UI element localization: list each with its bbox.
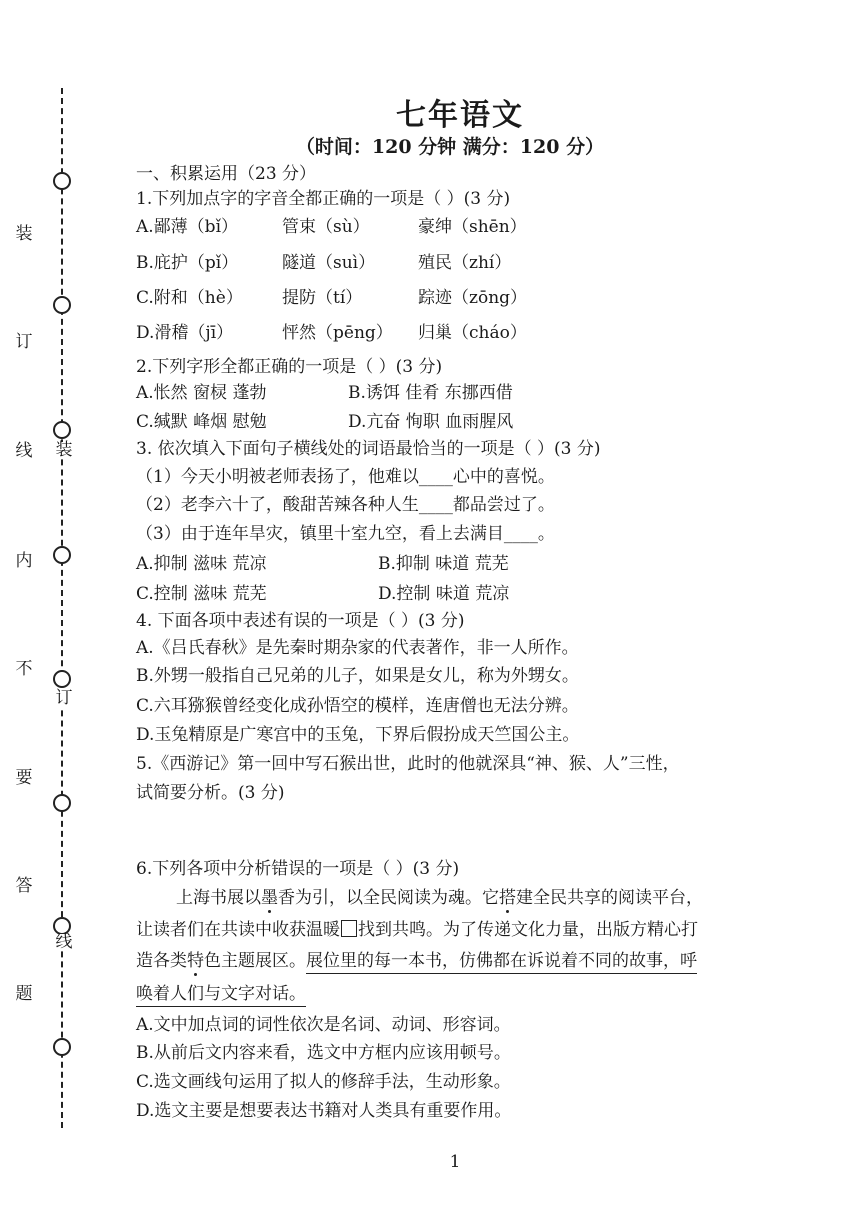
margin-char: 题 <box>15 984 33 1004</box>
q6-passage-line-2 <box>136 919 698 941</box>
q6-option-a: A.文中加点词的词性依次是名词、动词、形容词。 <box>136 1015 511 1035</box>
passage-text: 建全民共享的阅读平台， <box>516 888 703 908</box>
page-number: 1 <box>449 1152 461 1172</box>
q1-option-b-2: 隧道（suì） <box>282 253 376 273</box>
q3-sentence-3: （3）由于连年旱灾，镇里十室九空，看上去满目____。 <box>136 524 555 544</box>
question-3-stem: 3. 依次填入下面句子横线处的词语最恰当的一项是（ ）(3 分) <box>136 439 601 459</box>
q3-option-a: A.抑制 滋味 荒凉 <box>136 554 267 574</box>
q1-option-a-2: 管束（sù） <box>282 217 370 237</box>
q6-option-c: C.选文画线句运用了拟人的修辞手法，生动形象。 <box>136 1072 511 1092</box>
q3-sentence-1: （1）今天小明被老师表扬了，他难以____心中的喜悦。 <box>136 467 555 487</box>
q1-option-c-3: 踪迹（zōng） <box>418 288 528 308</box>
margin-char: 内 <box>15 551 33 571</box>
margin-char: 装 <box>15 224 33 244</box>
q6-passage-line-1 <box>176 887 703 909</box>
q1-option-a-3: 豪绅（shēn） <box>418 217 527 237</box>
q4-option-a: A.《吕氏春秋》是先秦时期杂家的代表著作，非一人所作。 <box>136 638 579 658</box>
q1-option-d-3: 归巢（cháo） <box>418 323 527 343</box>
q6-passage-line-3 <box>136 950 697 972</box>
passage-text: 让读者们在共读中收获温暖 <box>136 920 340 940</box>
margin-char: 不 <box>15 659 33 679</box>
binding-hole-circle <box>53 670 71 688</box>
binding-hole-circle <box>53 296 71 314</box>
margin-char: 订 <box>15 332 33 352</box>
q2-option-b: B.诱饵 佳肴 东挪西借 <box>348 383 513 403</box>
page-title: 七年语文 <box>396 98 524 133</box>
binding-hole-circle <box>53 1038 71 1056</box>
binding-hole-circle <box>53 546 71 564</box>
q2-option-c: C.缄默 峰烟 慰勉 <box>136 412 267 432</box>
q3-sentence-2: （2）老李六十了，酸甜苦辣各种人生____都品尝过了。 <box>136 495 555 515</box>
exam-info: （时间：120 分钟 满分：120 分） <box>295 136 605 158</box>
underlined-sentence: 展位里的每一本书，仿佛都在诉说着不同的故事，呼 <box>306 951 697 974</box>
dotted-word: 搭 <box>499 888 516 908</box>
q4-option-b: B.外甥一般指自己兄弟的儿子，如果是女儿，称为外甥女。 <box>136 666 579 686</box>
passage-text: 找到共鸣。为了传递文化力量，出版方精心打 <box>358 920 698 940</box>
blank-box <box>341 920 357 937</box>
margin-char: 答 <box>15 876 33 896</box>
margin-char: 线 <box>15 441 33 461</box>
q4-option-d: D.玉兔精原是广寒宫中的玉兔，下界后假扮成天竺国公主。 <box>136 725 580 745</box>
dotted-word: 墨 <box>261 888 278 908</box>
passage-text: 造各类 <box>136 951 187 971</box>
q1-option-d-1: D.滑稽（jī） <box>136 323 234 343</box>
question-5-line-2: 试简要分析。(3 分) <box>136 783 285 803</box>
q1-option-d-2: 怦然（pēng） <box>282 323 393 343</box>
q1-option-b-1: B.庇护（pǐ） <box>136 253 239 273</box>
margin-inner-char: 线 <box>55 932 73 952</box>
section-heading: 一、积累运用（23 分） <box>136 164 317 184</box>
q1-option-c-2: 提防（tí） <box>282 288 363 308</box>
binding-dashed-line <box>61 88 63 1128</box>
question-1-stem: 1.下列加点字的字音全都正确的一项是（ ）(3 分) <box>136 189 511 209</box>
q1-option-a-1: A.鄙薄（bǐ） <box>136 217 238 237</box>
binding-hole-circle <box>53 172 71 190</box>
passage-text: 上海书展以 <box>176 888 261 908</box>
q2-option-d: D.亢奋 恂职 血雨腥风 <box>348 412 514 432</box>
q3-option-d: D.控制 味道 荒凉 <box>378 584 510 604</box>
q6-passage-line-4 <box>136 983 306 1005</box>
q4-option-c: C.六耳猕猴曾经变化成孙悟空的模样，连唐僧也无法分辨。 <box>136 696 579 716</box>
question-2-stem: 2.下列字形全都正确的一项是（ ）(3 分) <box>136 357 443 377</box>
q1-option-b-3: 殖民（zhí） <box>418 253 512 273</box>
q2-option-a: A.怅然 窗棂 蓬勃 <box>136 383 267 403</box>
margin-inner-char: 订 <box>55 688 73 708</box>
q1-option-c-1: C.附和（hè） <box>136 288 243 308</box>
q6-option-d: D.选文主要是想要表达书籍对人类具有重要作用。 <box>136 1101 512 1121</box>
question-5-line-1: 5.《西游记》第一回中写石猴出世，此时的他就深具“神、猴、人”三性， <box>136 754 680 774</box>
margin-inner-char: 装 <box>55 440 73 460</box>
passage-text: 香为引，以全民阅读为魂。它 <box>278 888 499 908</box>
binding-hole-circle <box>53 794 71 812</box>
margin-char: 要 <box>15 768 33 788</box>
underlined-sentence: 唤着人们与文字对话。 <box>136 984 306 1007</box>
question-4-stem: 4. 下面各项中表述有误的一项是（ ）(3 分) <box>136 611 465 631</box>
question-6-stem: 6.下列各项中分析错误的一项是（ ）(3 分) <box>136 859 460 879</box>
passage-text: 色主题展区。 <box>204 951 306 971</box>
q6-option-b: B.从前后文内容来看，选文中方框内应该用顿号。 <box>136 1043 511 1063</box>
binding-hole-circle <box>53 421 71 439</box>
dotted-word: 特 <box>187 951 204 971</box>
q3-option-b: B.抑制 味道 荒芜 <box>378 554 509 574</box>
q3-option-c: C.控制 滋味 荒芜 <box>136 584 267 604</box>
